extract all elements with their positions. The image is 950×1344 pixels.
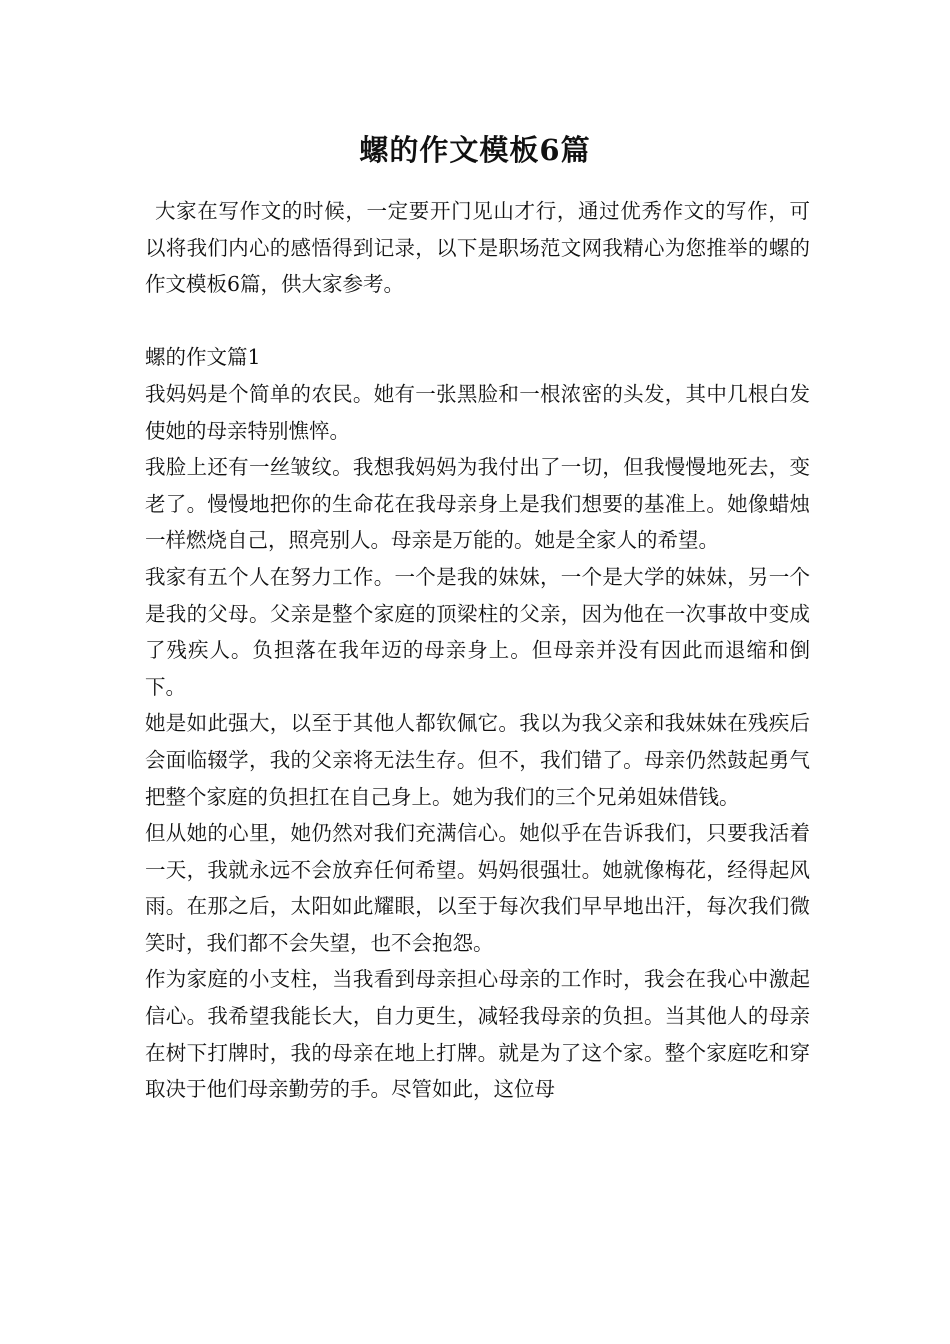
body-paragraph: 作为家庭的小支柱，当我看到母亲担心母亲的工作时，我会在我心中激起信心。我希望我能长大，自力更生，减轻我母亲的负担。当其他人的母亲在树下打牌时，我的母亲在地上打牌。就是为了这个家。整个家庭吃和穿取决于他们母亲勤劳的手。尽管如此，这位母 [145,967,810,1102]
intro-paragraph: 大家在写作文的时候，一定要开门见山才行，通过优秀作文的写作，可以将我们内心的感悟得到记录，以下是职场范文网我精心为您推举的螺的作文模板6篇，供大家参考。 [145,199,810,297]
body-paragraph: 我妈妈是个简单的农民。她有一张黑脸和一根浓密的头发，其中几根白发使她的母亲特别憔悴。 [145,381,810,443]
document-body [145,193,810,1108]
body-paragraph: 我家有五个人在努力工作。一个是我的妹妹，一个是大学的妹妹，另一个是我的父母。父亲是整个家庭的顶梁柱的父亲，因为他在一次事故中变成了残疾人。负担落在我年迈的母亲身上。但母亲并没有因此而退缩和倒下。 [145,564,810,699]
document-title: 螺的作文模板6篇 [359,133,591,167]
section-heading: 螺的作文篇1 [145,345,261,370]
body-paragraph: 但从她的心里，她仍然对我们充满信心。她似乎在告诉我们，只要我活着一天，我就永远不会放弃任何希望。妈妈很强壮。她就像梅花，经得起风雨。在那之后，太阳如此耀眼，以至于每次我们早早地出汗，每次我们微笑时，我们都不会失望，也不会抱怨。 [145,821,810,955]
body-paragraph: 我脸上还有一丝皱纹。我想我妈妈为我付出了一切，但我慢慢地死去，变老了。慢慢地把你的生命花在我母亲身上是我们想要的基准上。她像蜡烛一样燃烧自己，照亮别人。母亲是万能的。她是全家人的希望。 [145,455,810,553]
body-paragraph: 她是如此强大，以至于其他人都钦佩它。我以为我父亲和我妹妹在残疾后会面临辍学，我的父亲将无法生存。但不，我们错了。母亲仍然鼓起勇气把整个家庭的负担扛在自己身上。她为我们的三个兄弟姐妹借钱。 [145,711,810,809]
